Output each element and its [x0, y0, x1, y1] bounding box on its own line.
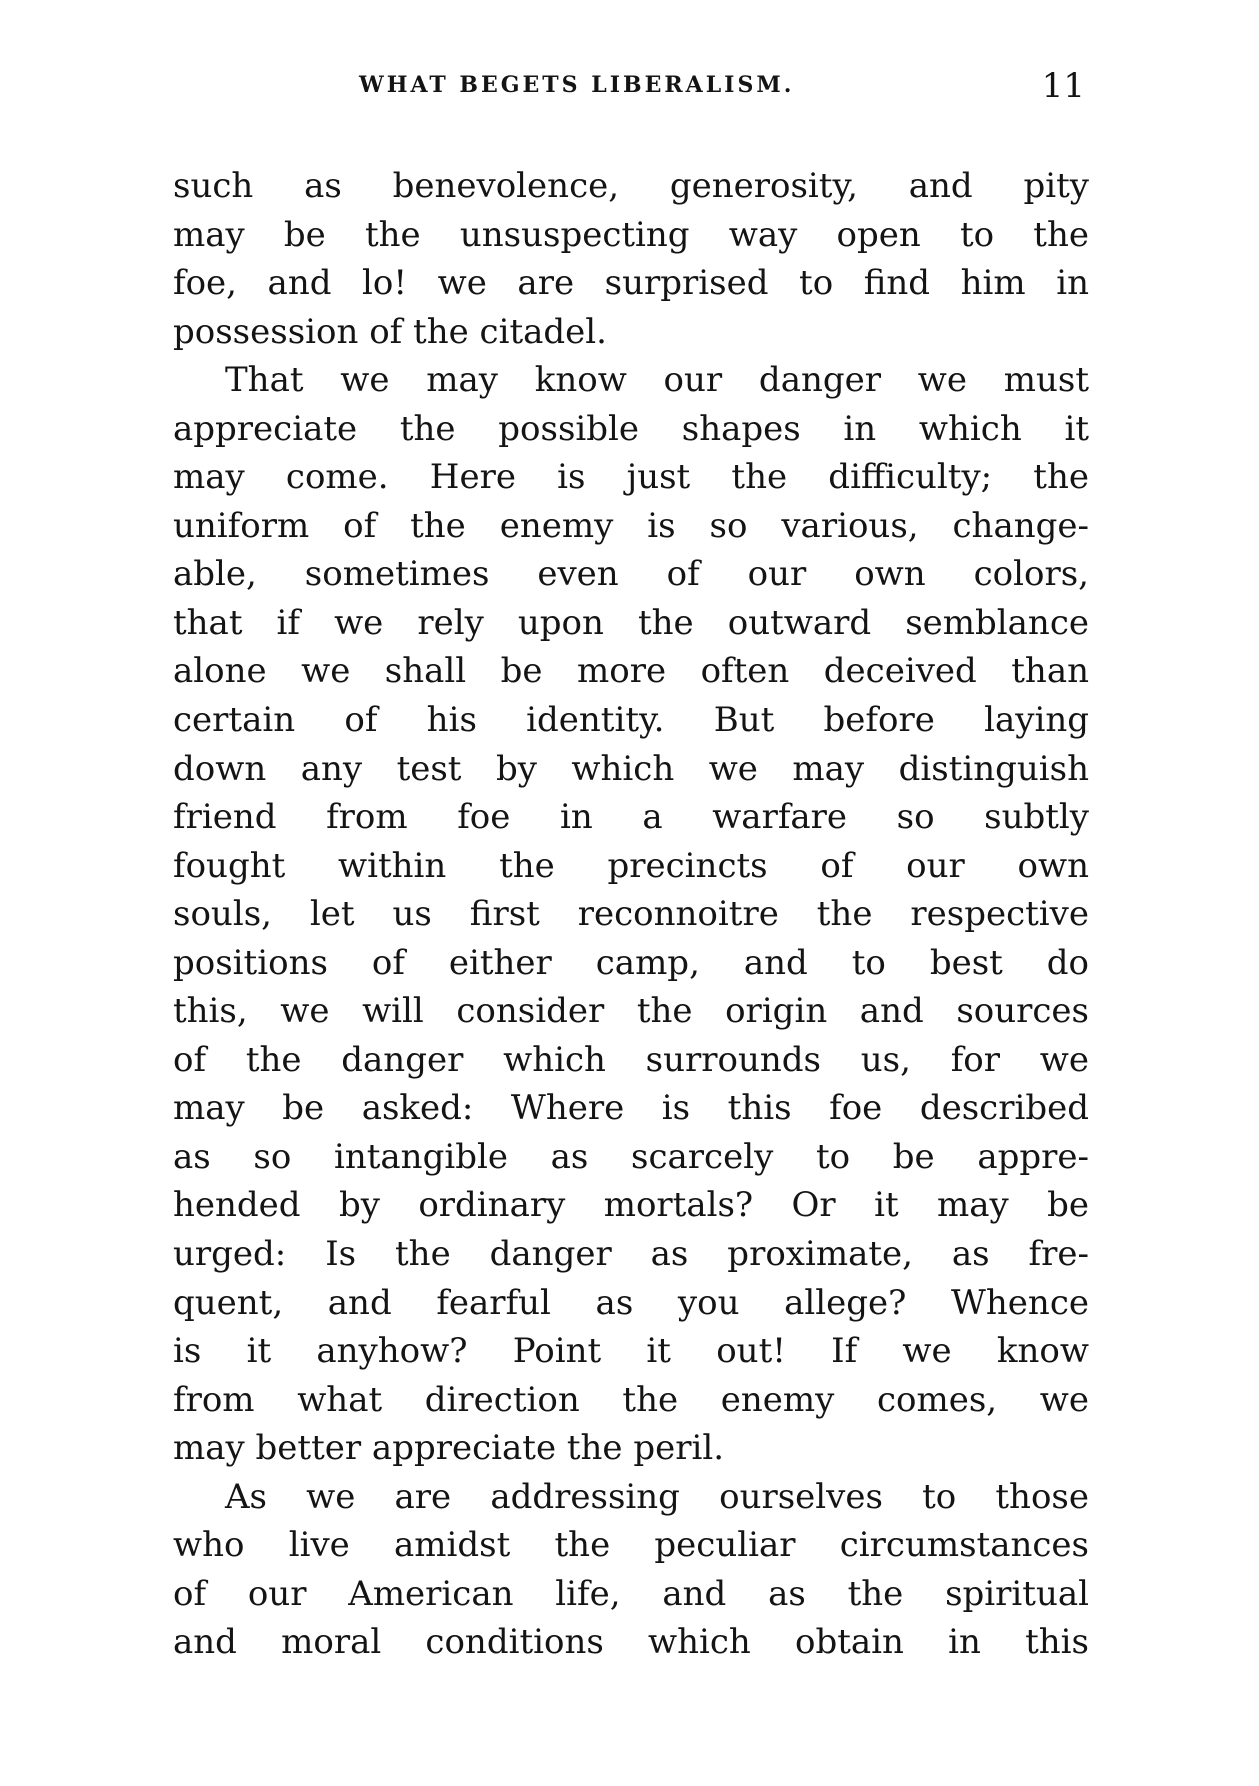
text-line: That we may know our danger we must: [225, 360, 1089, 401]
text-line: friend from foe in a warfare so subtly: [173, 797, 1089, 838]
text-line: fought within the precincts of our own: [173, 845, 1089, 886]
text-line: this, we will consider the origin and sources: [173, 991, 1089, 1032]
text-line: foe, and lo! we are surprised to find him in: [173, 263, 1089, 304]
text-line: of the danger which surrounds us, for we: [173, 1039, 1089, 1080]
text-line: uniform of the enemy is so various, change-: [173, 505, 1089, 546]
text-line: may be asked: Where is this foe described: [173, 1088, 1089, 1129]
text-line: that if we rely upon the outward semblance: [173, 602, 1089, 643]
text-line: souls, let us first reconnoitre the respective: [173, 894, 1089, 935]
text-line: from what direction the enemy comes, we: [173, 1379, 1089, 1420]
running-title: WHAT BEGETS LIBERALISM.: [359, 72, 795, 98]
text-line: of our American life, and as the spiritual: [173, 1573, 1089, 1614]
text-line: who live amidst the peculiar circumstances: [173, 1525, 1089, 1566]
text-line: urged: Is the danger as proximate, as fre-: [173, 1234, 1089, 1275]
text-line: positions of either camp, and to best do: [173, 942, 1089, 983]
text-line: as so intangible as scarcely to be appre-: [173, 1136, 1089, 1177]
text-line: such as benevolence, generosity, and pity: [173, 166, 1089, 206]
text-line: able, sometimes even of our own colors,: [173, 554, 1089, 595]
text-line: possession of the citadel.: [173, 311, 607, 352]
text-line: is it anyhow? Point it out! If we know: [173, 1331, 1089, 1372]
text-line: As we are addressing ourselves to those: [225, 1476, 1089, 1517]
text-line: hended by ordinary mortals? Or it may be: [173, 1185, 1089, 1226]
page-number: 11: [1041, 66, 1085, 106]
text-line: alone we shall be more often deceived than: [173, 651, 1089, 692]
text-line: may come. Here is just the difficulty; the: [173, 457, 1089, 498]
running-head: [173, 66, 1093, 116]
text-line: quent, and fearful as you allege? Whence: [173, 1282, 1089, 1323]
text-line: may better appreciate the peril.: [173, 1428, 725, 1469]
text-line: and moral conditions which obtain in this: [173, 1622, 1089, 1663]
body-text: [173, 162, 1089, 1667]
text-line: may be the unsuspecting way open to the: [173, 214, 1089, 255]
text-line: down any test by which we may distinguish: [173, 748, 1089, 789]
text-line: certain of his identity. But before laying: [173, 700, 1089, 741]
text-line: appreciate the possible shapes in which it: [173, 408, 1089, 449]
